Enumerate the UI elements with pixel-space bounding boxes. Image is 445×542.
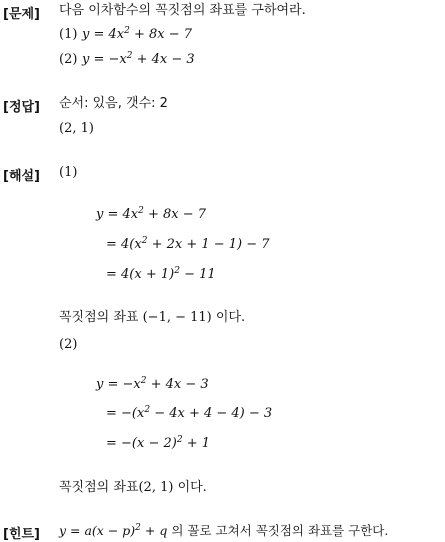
part2-step-2: = $-(x^2 - 4x + 4 - 4) - 3$ [106, 405, 273, 421]
part1-step-3: = $4(x + 1)^2 - 11$ [106, 266, 216, 282]
exponent: 2 [126, 51, 133, 61]
explanation-part1-num: (1) [59, 165, 78, 180]
problem-item-1-num: (1) [59, 27, 78, 42]
part1-conclusion: 꼭짓점의 좌표 (−1, − 11) 이다. [59, 310, 246, 325]
problem-item-2-num: (2) [59, 52, 78, 67]
hint-text: 의 꼴로 고쳐서 꼭짓점의 좌표를 구한다. [167, 523, 389, 538]
problem-item-1-expr: $y = 4x^2 + 8x - 7$ [82, 26, 193, 42]
hint-line [59, 523, 388, 539]
exponent: 2 [135, 523, 141, 533]
exponent: 2 [138, 206, 144, 216]
exponent: 2 [174, 266, 180, 276]
explanation-part2-num: (2) [59, 337, 78, 352]
part2-step-3: = $-(x - 2)^2 + 1$ [106, 435, 210, 451]
exponent: 2 [124, 26, 130, 36]
problem-intro: 다음 이차함수의 꼭짓점의 좌표를 구하여라. [59, 3, 306, 18]
exponent: 2 [144, 405, 151, 415]
problem-item-2-expr: $y = -x^2 + 4x - 3$ [82, 51, 195, 67]
part2-conclusion: 꼭짓점의 좌표(2, 1) 이다. [59, 480, 207, 495]
explanation-label: [해설] [3, 169, 40, 184]
answer-value: (2, 1) [59, 121, 94, 136]
part1-step-2: = $4(x^2 + 2x + 1 - 1) - 7$ [106, 236, 270, 252]
answer-label: [정답] [3, 100, 40, 115]
hint-formula: $y = a(x - p)^2 + q$ [59, 523, 168, 538]
answer-meta: 순서: 있음, 갯수: 2 [59, 96, 168, 111]
hint-label: [힌트] [3, 527, 40, 542]
part2-step-1: $y = -x^2 + 4x - 3$ [96, 376, 209, 392]
exponent: 2 [140, 376, 147, 386]
exponent: 2 [176, 435, 183, 445]
exponent: 2 [141, 236, 148, 246]
problem-label: [문제] [3, 7, 40, 22]
part1-step-1: $y = 4x^2 + 8x - 7$ [96, 206, 207, 222]
